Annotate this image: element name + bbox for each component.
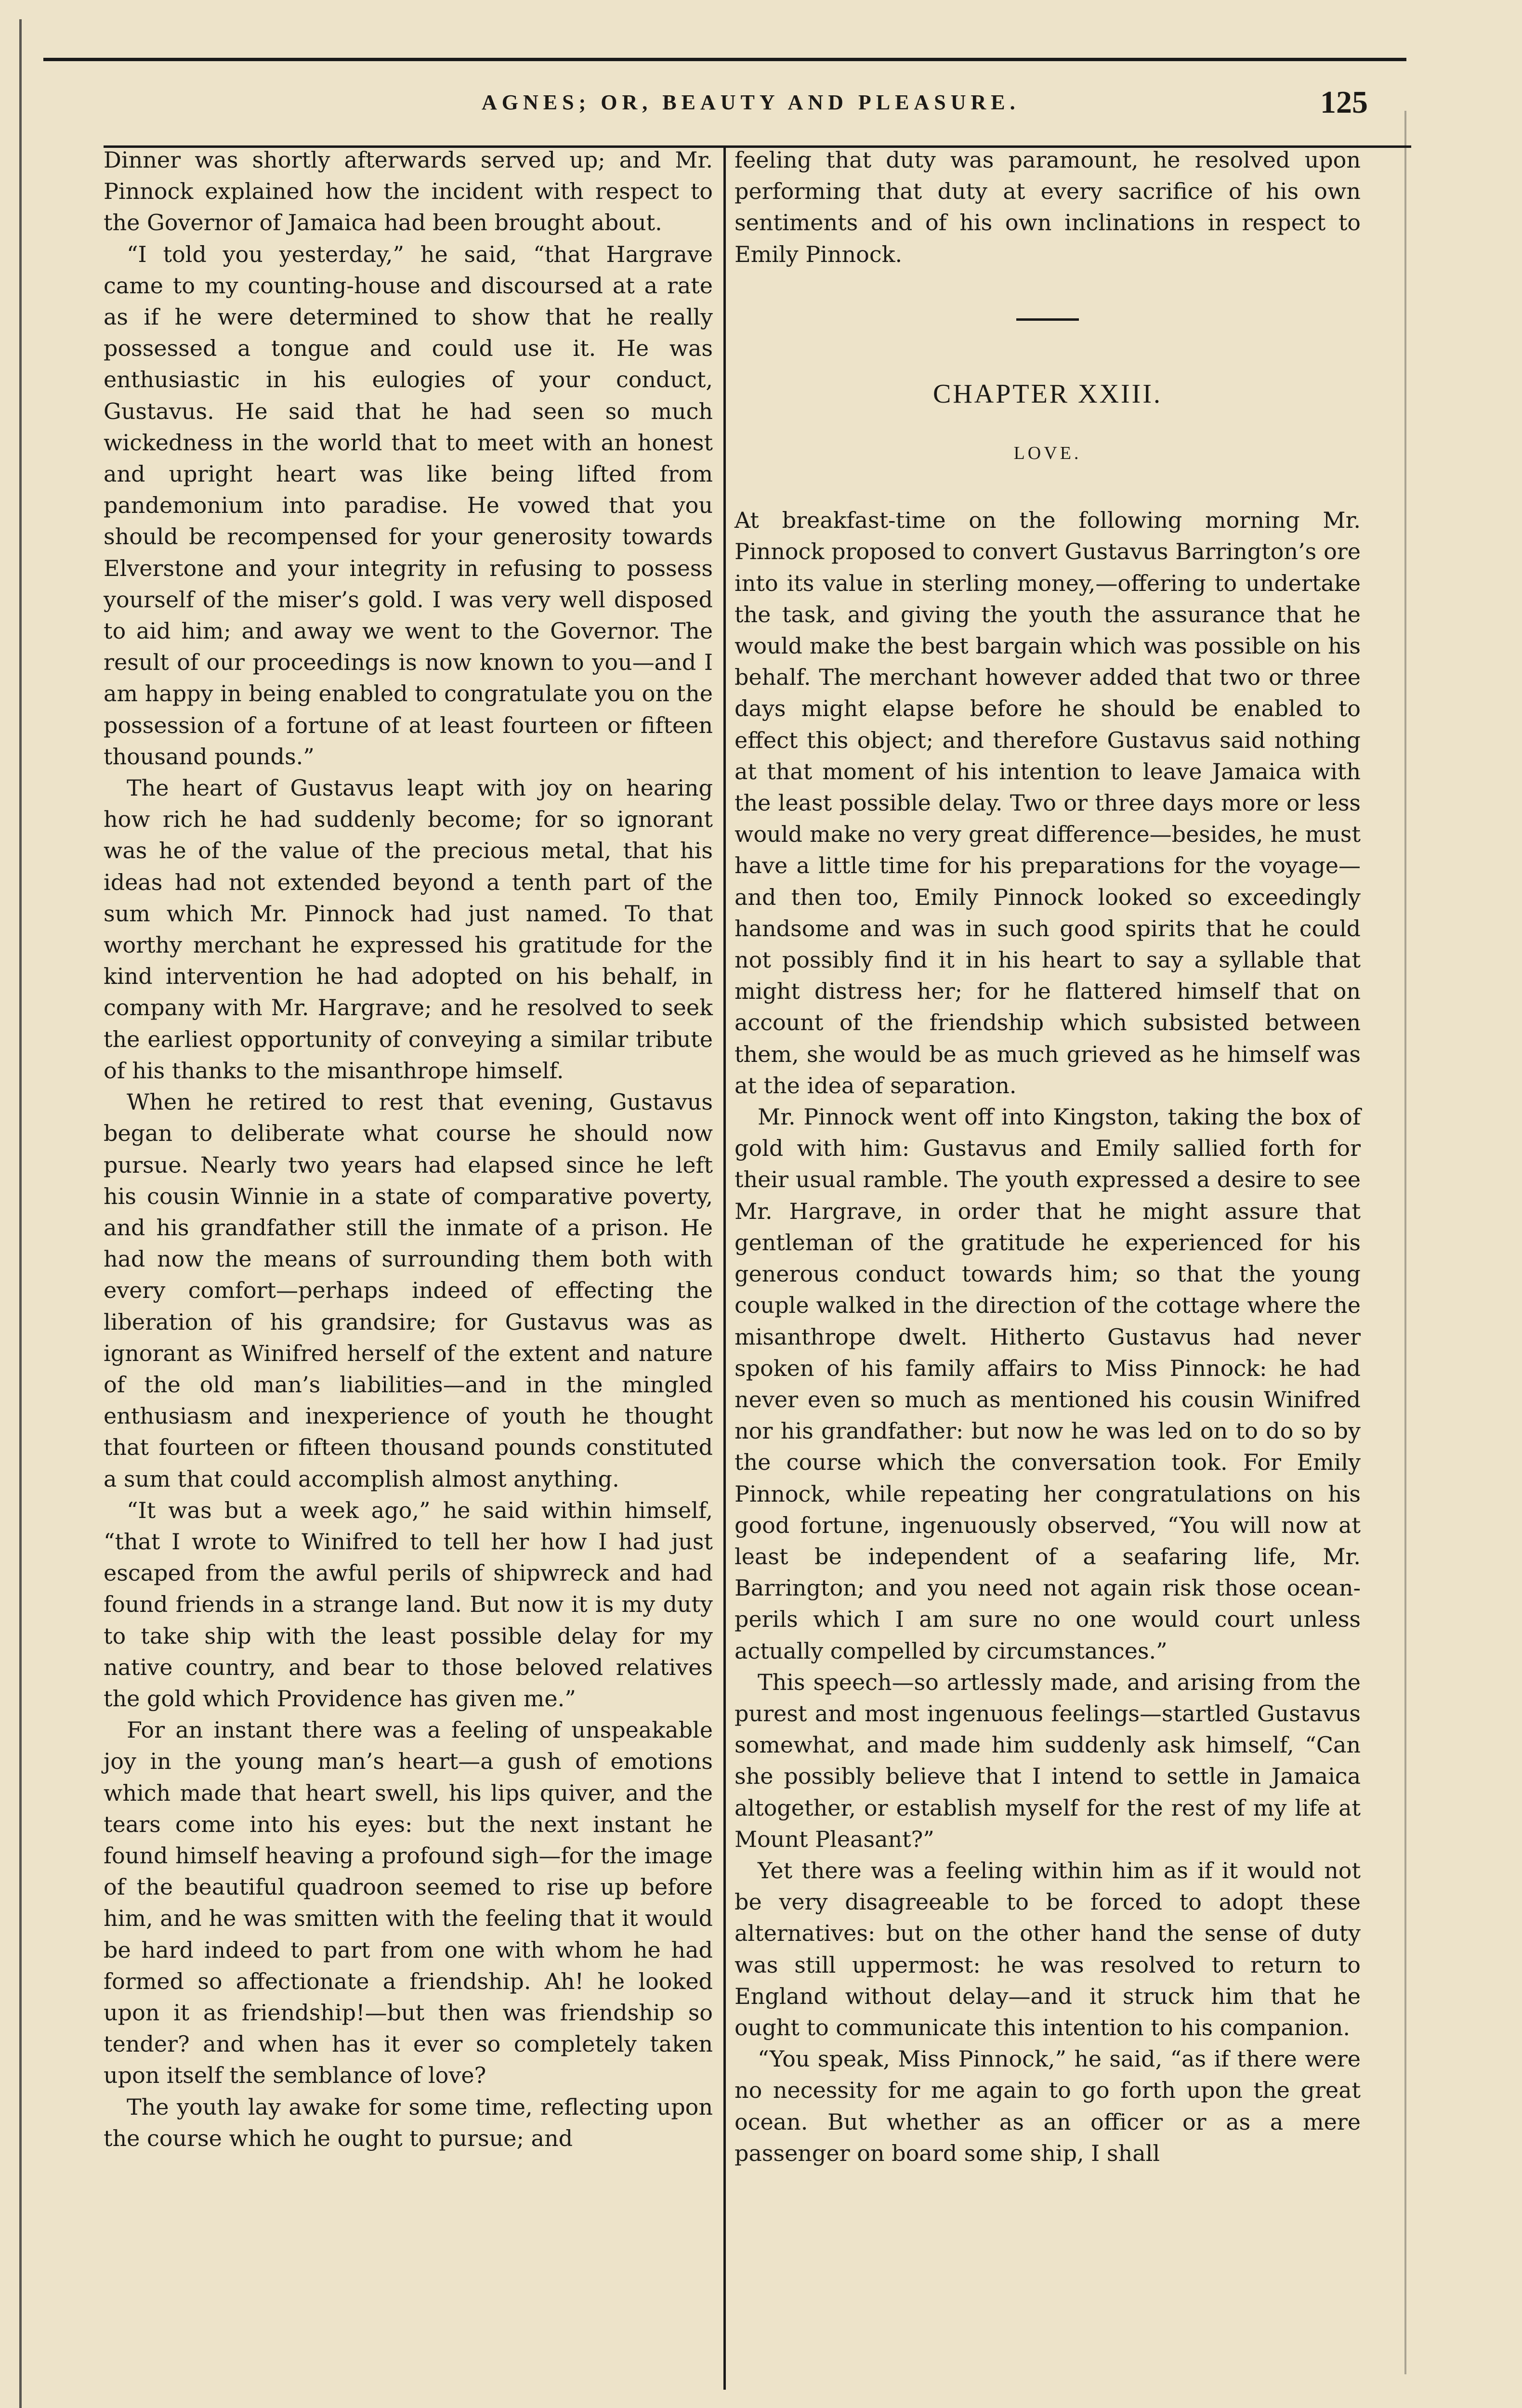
chapter-subtitle: LOVE. [1013,443,1082,464]
page-border-left [19,19,22,2408]
paragraph: At breakfast-time on the following morning Mr. Pinnock proposed to convert Gustavus Barrington’s ore into its value in sterling money,—offering to undertake the task, and giving the youth the assurance that he would make the best bargain which was possible on his behalf. The merchant however added that two or three days might elapse before he should be enabled to effect this object; and therefore Gustavus said nothing at that moment of his intention to leave Jamaica with the least possible delay. Two or three days more or less would make no very great difference—besides, he must have a little time for his preparations for the voyage—and then too, Emily Pinnock looked so exceedingly handsome and was in such good spirits that he could not possibly find it in his heart to say a syllable that might distress her; for he flattered himself that on account of the friendship which subsisted between them, she would be as much grieved as he himself was at the idea of separation. [735,507,1361,1099]
running-title: AGNES; OR, BEAUTY AND PLEASURE. [482,91,1020,114]
paragraph: When he retired to rest that evening, Gustavus began to deliberate what course he should now pursue. Nearly two years had elapsed since he left his cousin Winnie in a state of comparative poverty, and his grandfather still the inmate of a prison. He had now the means of surrounding them both with every comfort—perhaps indeed of effecting the liberation of his grandsire; for Gustavus was as ignorant as Winifred herself of the extent and nature of the old man’s liabilities—and in the mingled enthusiasm and inexperience of youth he thought that fourteen or fifteen thousand pounds constituted a sum that could accomplish almost anything. [104,1089,713,1492]
page-border-top [43,58,1406,61]
paragraph: For an instant there was a feeling of unspeakable joy in the young man’s heart—a gush of emotions which made that heart swell, his lips quiver, and the tears come into his eyes: but the next instant he found himself heaving a profound sigh—for the image of the beautiful quadroon seemed to rise up before him, and he was smitten with the feeling that it would be hard indeed to part from one with whom he had formed so affectionate a friendship. Ah! he looked upon it as friendship!—but then was friendship so tender? and when has it ever so completely taken upon itself the semblance of love? [104,1717,713,2089]
chapter-rule [1016,318,1079,321]
running-header [144,79,1378,128]
column-divider [723,145,726,2390]
paragraph: The youth lay awake for some time, reflecting upon the course which he ought to pursue; and [104,2094,713,2151]
right-column [735,144,1361,2169]
chapter-heading [735,318,1361,505]
paragraph: The heart of Gustavus leapt with joy on hearing how rich he had suddenly become; for so ignorant was he of the value of the precious metal, that his ideas had not extended beyond a tenth part of the sum which Mr. Pinnock had just named. To that worthy merchant he expressed his gratitude for the kind intervention he had adopted on his behalf, in company with Mr. Hargrave; and he resolved to seek the earliest opportunity of conveying a similar tribute of his thanks to the misanthrope himself. [104,775,713,1084]
paragraph: This speech—so artlessly made, and arising from the purest and most ingenuous feelings—startled Gustavus somewhat, and made him suddenly ask himself, “Can she possibly believe that I intend to settle in Jamaica altogether, or establish myself for the rest of my life at Mount Pleasant?” [735,1669,1361,1852]
paragraph: “You speak, Miss Pinnock,” he said, “as if there were no necessity for me again to go forth upon the great ocean. But whether as an officer or as a mere passenger on board some ship, I shall [735,2046,1361,2166]
paragraph: Dinner was shortly afterwards served up; and Mr. Pinnock explained how the incident with respect to the Governor of Jamaica had been brought about. [104,147,713,236]
page-border-right [1404,111,1406,2374]
paragraph: Mr. Pinnock went off into Kingston, taking the box of gold with him: Gustavus and Emily sallied forth for their usual ramble. The youth expressed a desire to see Mr. Hargrave, in order that he might assure that gentleman of the gratitude he experienced for his generous conduct towards him; so that the young couple walked in the direction of the cottage where the misanthrope dwelt. Hitherto Gustavus had never spoken of his family affairs to Miss Pinnock: he had never even so much as mentioned his cousin Winifred nor his grandfather: but now he was led on to do so by the course which the conversation took. For Emily Pinnock, while repeating her congratulations on his good fortune, ingenuously observed, “You will now at least be independent of a seafaring life, Mr. Barrington; and you need not again risk those ocean-perils which I am sure no one would court unless actually compelled by circumstances.” [735,1104,1361,1664]
paragraph-continued: feeling that duty was paramount, he resolved upon performing that duty at every sacrifice of his own sentiments and of his own inclinations in respect to Emily Pinnock. [735,147,1361,267]
left-column [104,144,713,2154]
paragraph: “I told you yesterday,” he said, “that Hargrave came to my counting-house and discoursed at a rate as if he were determined to show that he really possessed a tongue and could use it. He was enthusiastic in his eulogies of your conduct, Gustavus. He said that he had seen so much wickedness in the world that to meet with an honest and upright heart was like being lifted from pandemonium into paradise. He vowed that you should be recompensed for your generosity towards Elverstone and your integrity in refusing to possess yourself of the miser’s gold. I was very well disposed to aid him; and away we went to the Governor. The result of our proceedings is now known to you—and I am happy in being enabled to congratulate you on the possession of a fortune of at least fourteen or fifteen thousand pounds.” [104,241,713,770]
page-number: 125 [1320,85,1368,120]
chapter-title: CHAPTER XXIII. [933,379,1162,409]
paragraph: “It was but a week ago,” he said within himself, “that I wrote to Winifred to tell her how I had just escaped from the awful perils of shipwreck and had found friends in a strange land. But now it is my duty to take ship with the least possible delay for my native country, and bear to those beloved relatives the gold which Providence has given me.” [104,1497,713,1712]
paragraph: Yet there was a feeling within him as if it would not be very disagreeable to be forced to adopt these alternatives: but on the other hand the sense of duty was still uppermost: he was resolved to return to England without delay—and it struck him that he ought to communicate this intention to his companion. [735,1857,1361,2041]
